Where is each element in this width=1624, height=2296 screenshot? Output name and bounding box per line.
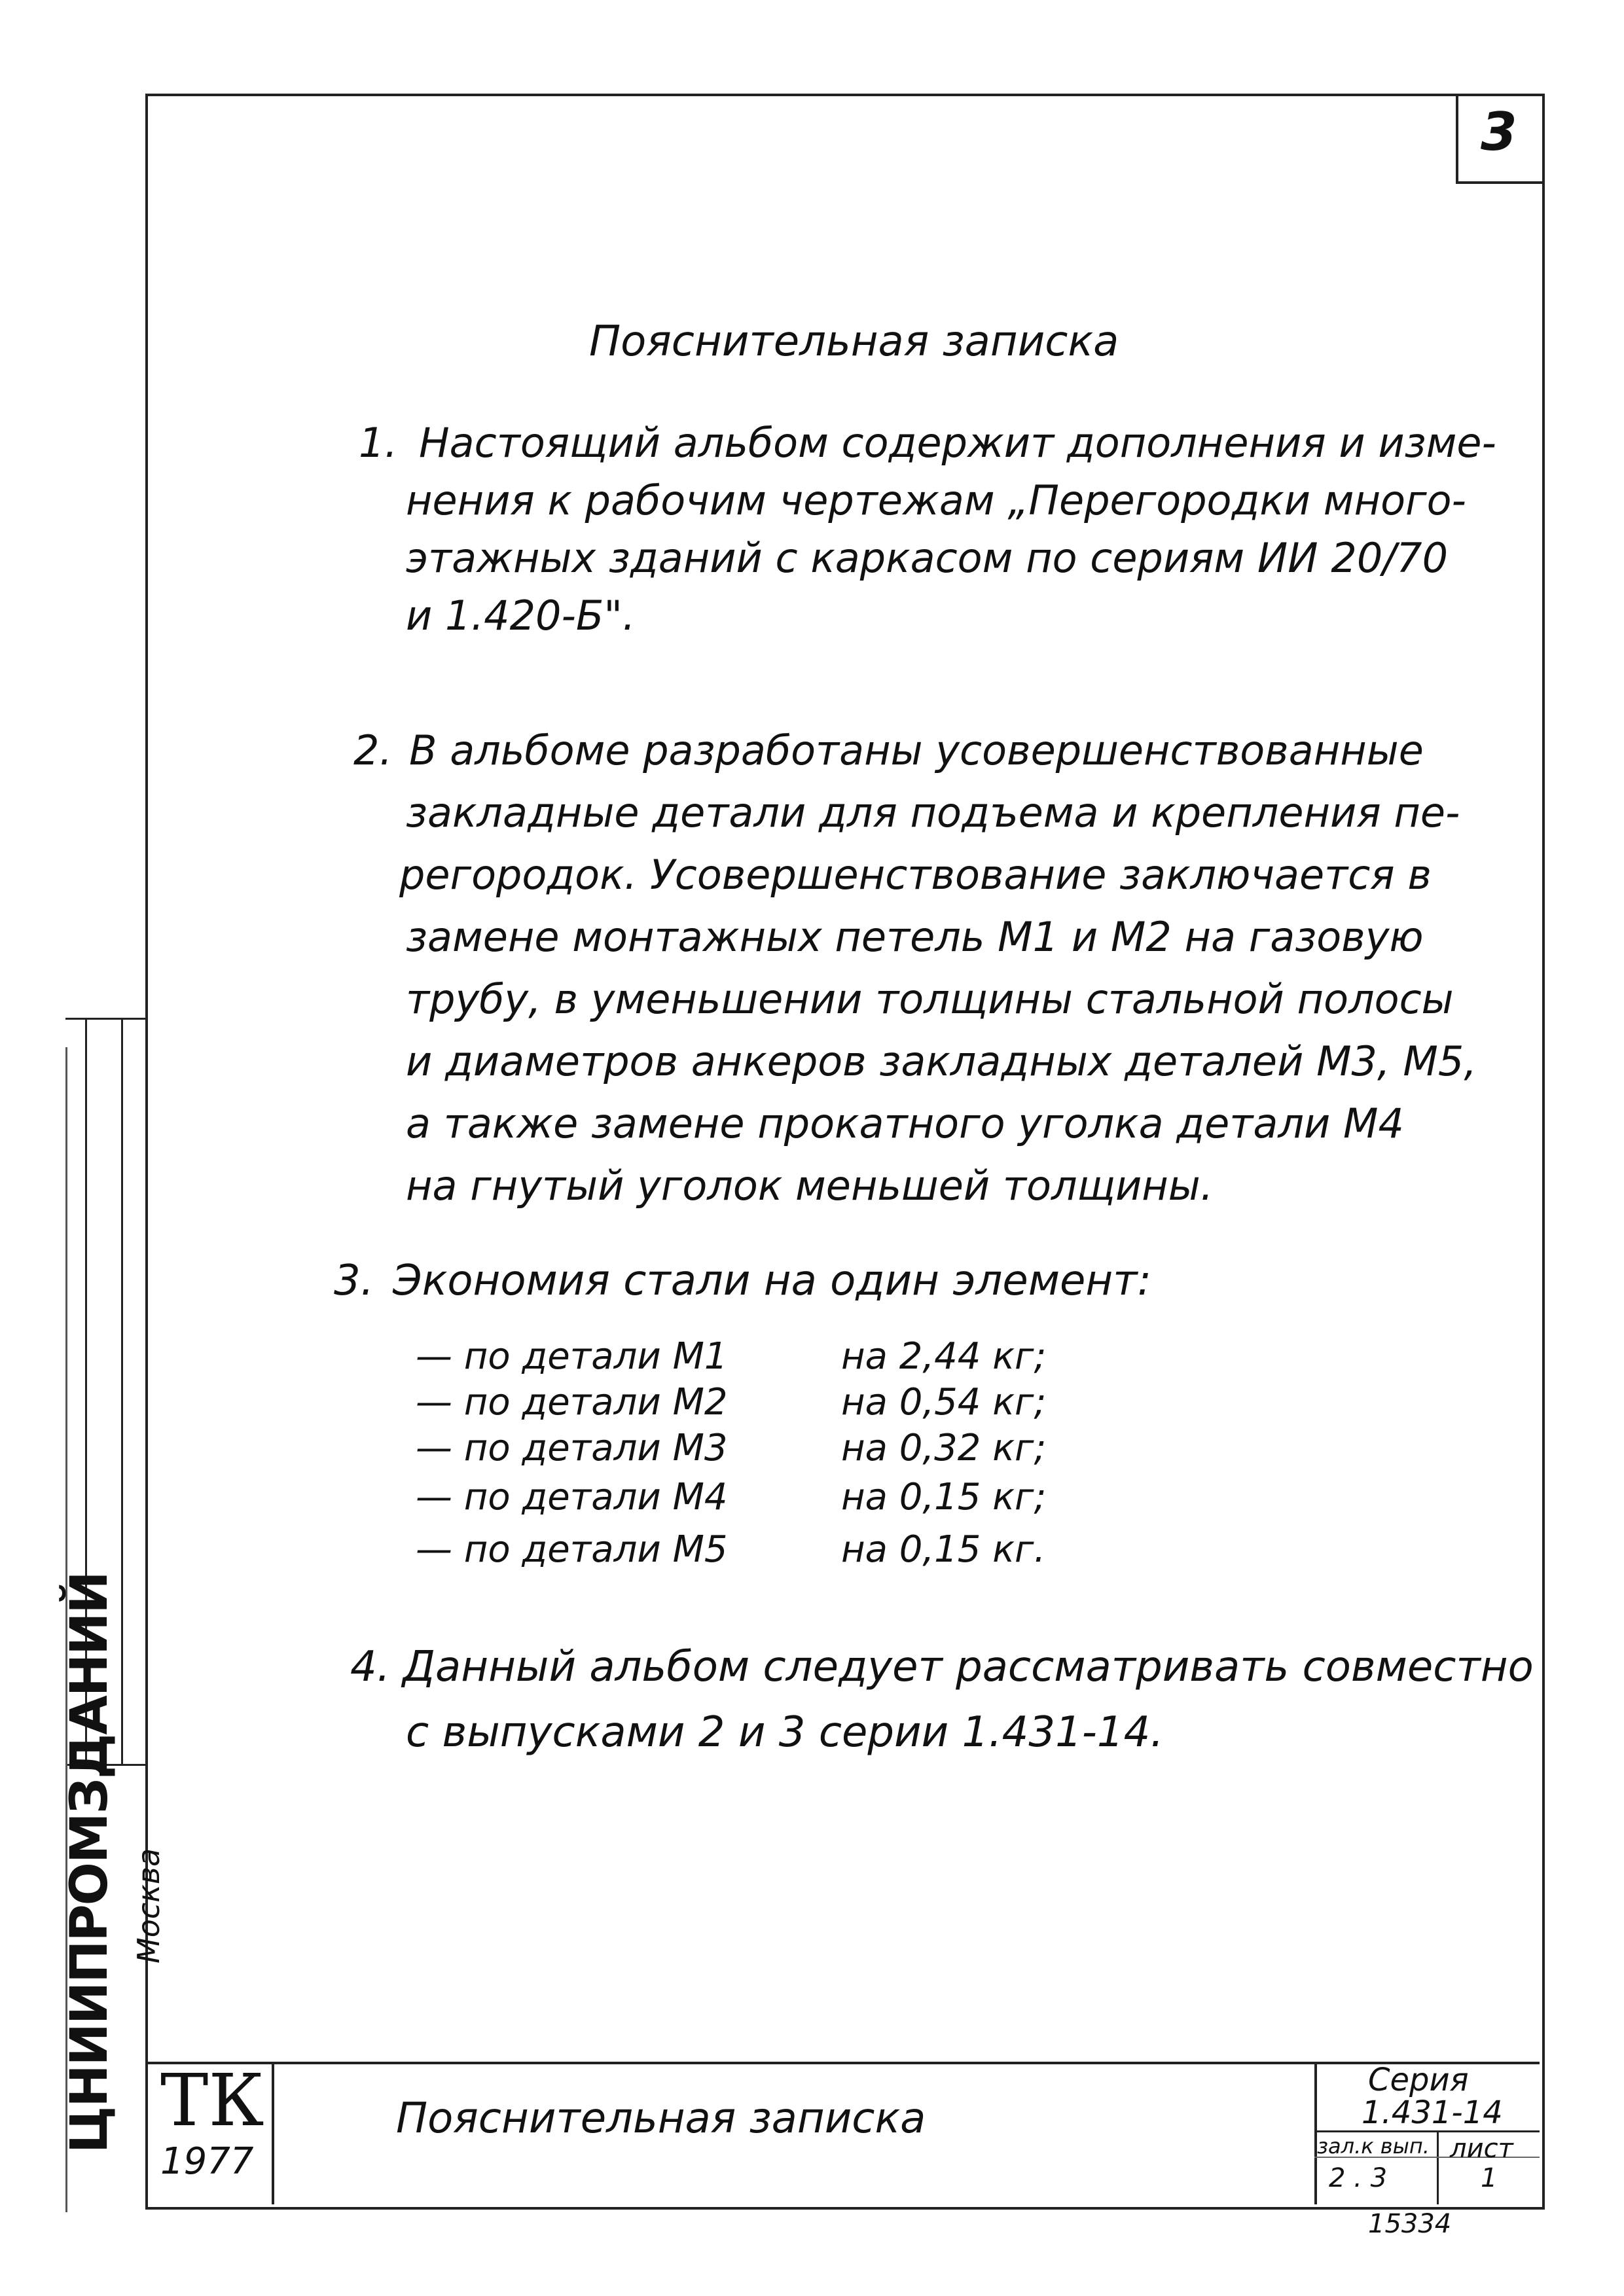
item-line: закладные детали для подъема и крепления пе- — [406, 789, 1460, 836]
item-line: Данный альбом следует рассматривать совместно — [403, 1643, 1534, 1691]
savings-detail: — по детали М1 — [416, 1335, 728, 1378]
title-block-top — [145, 2062, 1540, 2064]
item-line: этажных зданий с каркасом по сериям ИИ 20/70 — [406, 534, 1449, 582]
savings-amount: на 0,15 кг. — [841, 1528, 1046, 1571]
item-line: трубу, в уменьшении толщины стальной полосы — [406, 975, 1454, 1023]
item-number: 4. — [350, 1643, 391, 1691]
item-line: Экономия стали на один элемент: — [393, 1257, 1152, 1305]
item-number: 1. — [359, 419, 398, 467]
series-value: 1.431-14 — [1362, 2094, 1503, 2131]
series-label: Серия — [1368, 2062, 1469, 2098]
org-stamp: ЦНИИПРОМЗДАНИЙ — [60, 1572, 119, 2153]
issue-value: 2 . 3 — [1329, 2163, 1388, 2193]
item-line: и диаметров анкеров закладных деталей М3, М5, — [406, 1037, 1477, 1085]
savings-detail: — по детали М3 — [416, 1427, 728, 1469]
item-line: нения к рабочим чертежам „Перегородки много- — [406, 476, 1466, 524]
org-logo: ТК — [160, 2058, 264, 2142]
side-strip-line — [65, 1018, 145, 1020]
savings-detail: — по детали М4 — [416, 1476, 728, 1518]
savings-amount: на 0,15 кг; — [841, 1476, 1047, 1518]
item-line: а также замене прокатного уголка детали М4 — [406, 1100, 1404, 1147]
item-line: на гнутый уголок меньшей толщины. — [406, 1162, 1214, 1210]
item-line: замене монтажных петель М1 и М2 на газовую — [406, 913, 1424, 961]
item-line: Настоящий альбом содержит дополнения и изме- — [419, 419, 1496, 467]
item-line: В альбоме разработаны усовершенствованные — [409, 726, 1424, 774]
title-block-divider — [1314, 2062, 1317, 2204]
title-block-divider — [1437, 2130, 1439, 2204]
inventory-number: 15334 — [1368, 2209, 1452, 2239]
item-number: 3. — [334, 1257, 374, 1305]
year: 1977 — [160, 2140, 254, 2183]
side-strip-line — [121, 1018, 123, 1764]
savings-detail: — по детали М2 — [416, 1381, 728, 1424]
savings-amount: на 2,44 кг; — [841, 1335, 1047, 1378]
item-line: и 1.420-Б". — [406, 592, 636, 639]
sheet-value: 1 — [1481, 2163, 1498, 2193]
savings-amount: на 0,54 кг; — [841, 1381, 1047, 1424]
item-line: с выпусками 2 и 3 серии 1.431-14. — [406, 1708, 1164, 1757]
sheet-number: 3 — [1481, 101, 1517, 162]
title-block-divider — [272, 2062, 274, 2204]
doc-title: Пояснительная записка — [396, 2094, 926, 2143]
item-line: регородок. Усовершенствование заключается в — [399, 851, 1432, 899]
savings-detail: — по детали М5 — [416, 1528, 728, 1571]
page-title: Пояснительная записка — [589, 317, 1119, 366]
sheet-label: лист — [1450, 2134, 1513, 2164]
issue-label: зал.к вып. — [1317, 2134, 1430, 2159]
drawing-frame — [145, 94, 1545, 2210]
org-city: Москва — [131, 1848, 166, 1964]
item-number: 2. — [353, 726, 393, 774]
savings-amount: на 0,32 кг; — [841, 1427, 1047, 1469]
